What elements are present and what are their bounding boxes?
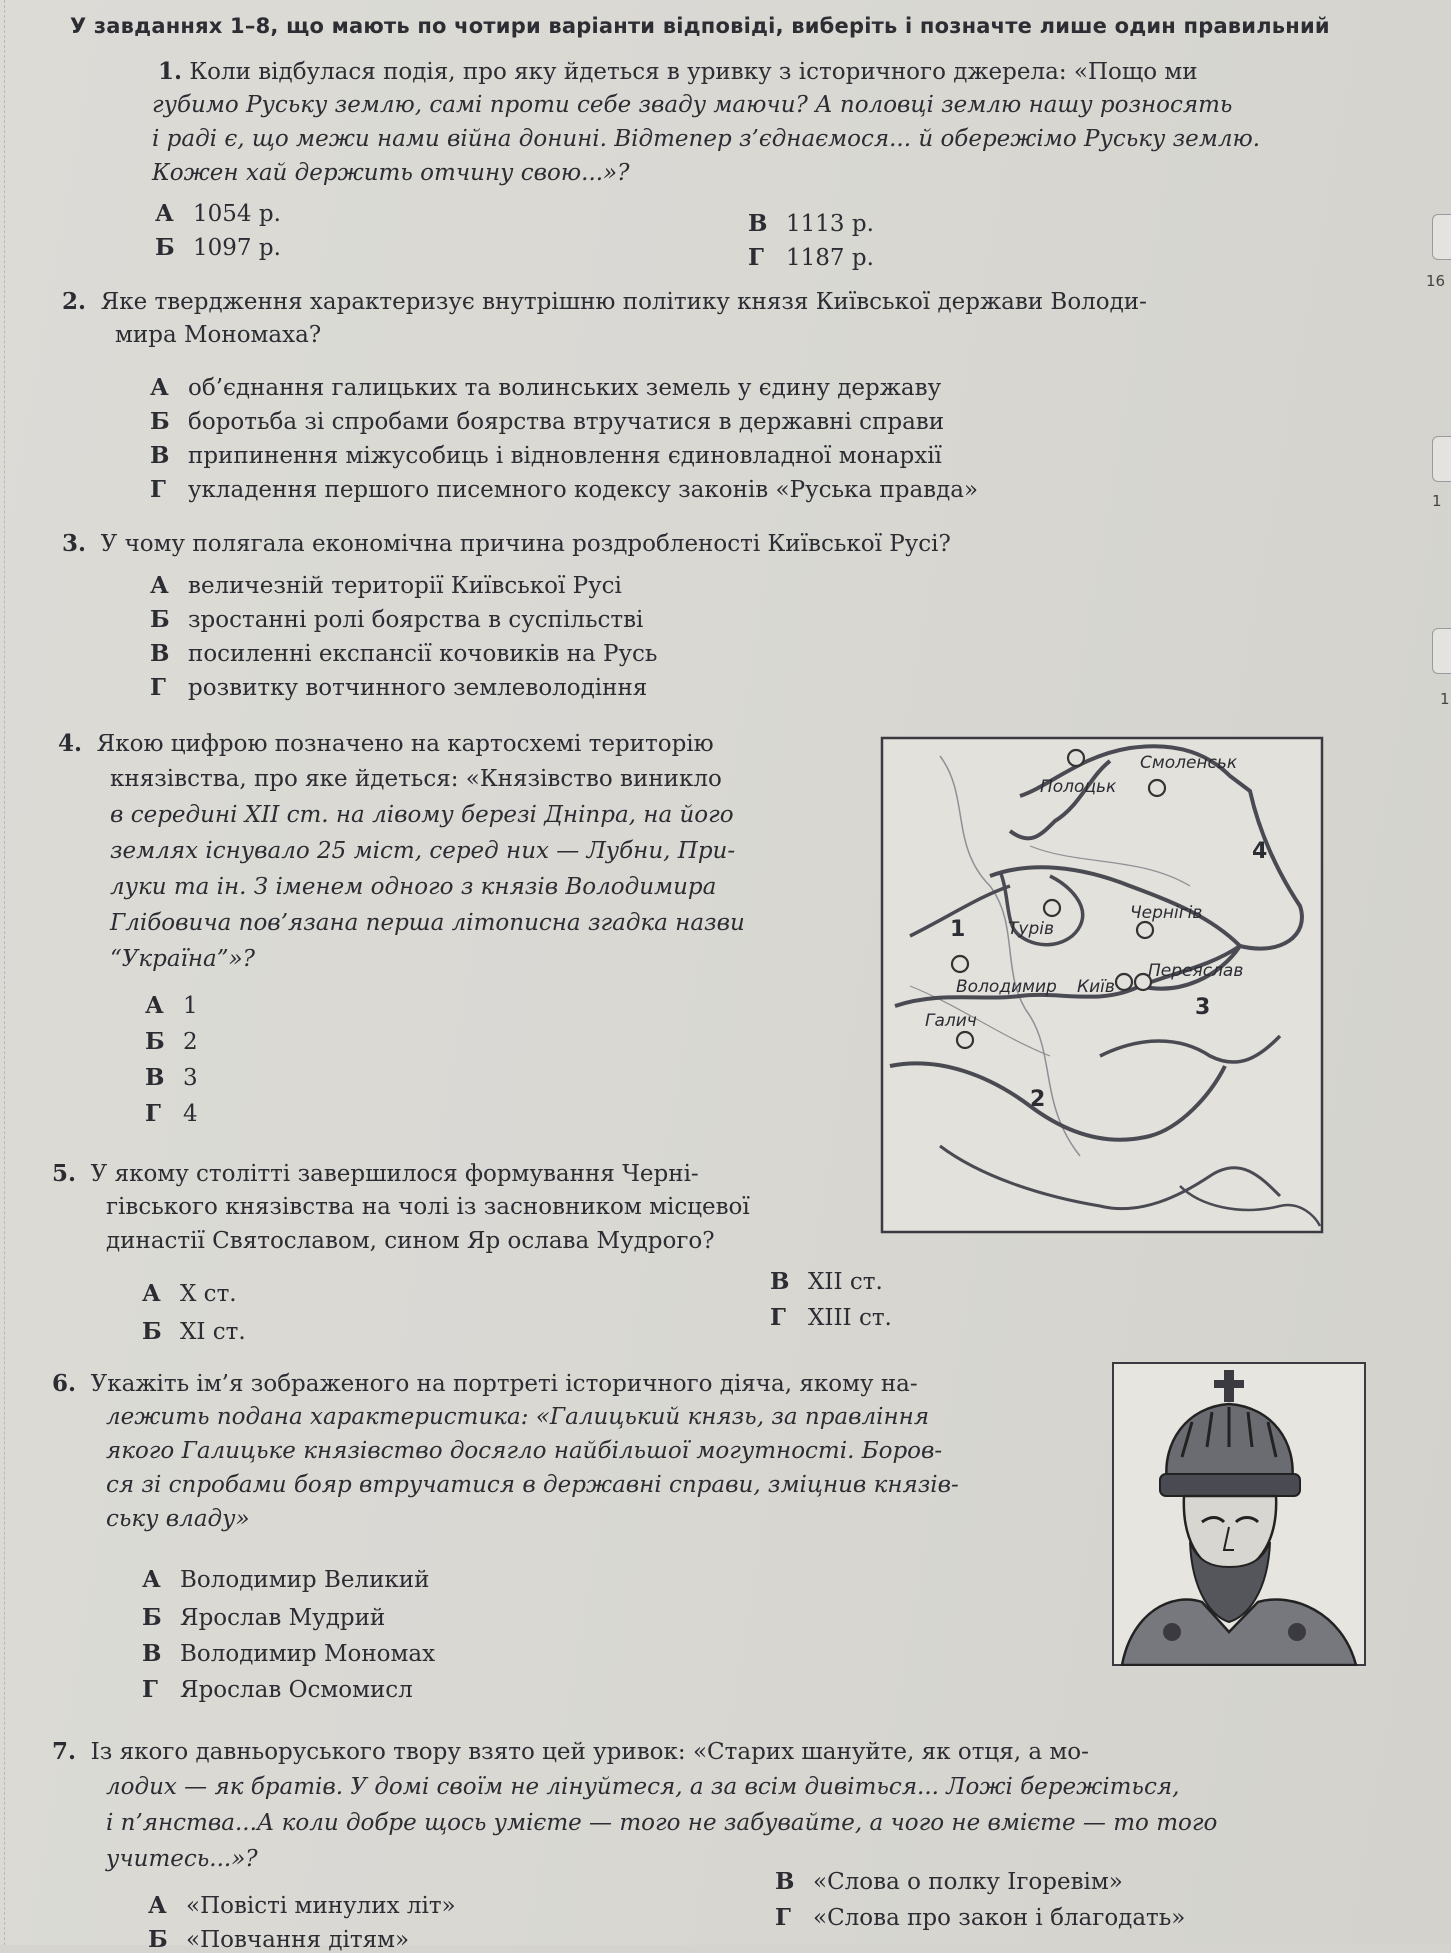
q6-line-5: ську владу»: [106, 1506, 250, 1532]
portrait-image: [1112, 1362, 1366, 1666]
q6-line-4: ся зі спробами бояр втручатися в державні справи, зміцнив князів-: [106, 1472, 959, 1498]
q1-option-a[interactable]: А 1054 р.: [155, 200, 281, 227]
q1-line-4: Кожен хай держить отчину свою...»?: [152, 160, 630, 186]
q7-line-1: 7. Із якого давньоруського твору взято цей уривок: «Старих шануйте, як отця, а мо-: [52, 1738, 1089, 1765]
q4-line-5: луки та ін. З іменем одного з князів Володимира: [110, 874, 717, 900]
q5-option-g[interactable]: Г XIII ст.: [770, 1304, 892, 1331]
map-scheme: [880, 736, 1325, 1236]
volodymyr-label: Володимир: [956, 977, 1057, 997]
answer-box-2[interactable]: [1432, 436, 1451, 482]
margin-number-2: 1: [1432, 492, 1442, 510]
volodymyr-marker: [952, 956, 968, 972]
q3-option-v[interactable]: В посиленні експансії кочовиків на Русь: [150, 640, 658, 667]
kyiv-marker: [1116, 974, 1132, 990]
q5-line-1: 5. У якому столітті завершилося формування Черні-: [52, 1160, 699, 1187]
region-4-label: 4: [1252, 839, 1268, 864]
q2-line-2: мира Мономаха?: [115, 322, 322, 348]
q6-option-g[interactable]: Г Ярослав Осмомисл: [142, 1676, 413, 1703]
q4-option-v[interactable]: В 3: [145, 1064, 198, 1091]
q5-option-a[interactable]: А X ст.: [142, 1280, 237, 1307]
q4-line-1: 4. Якою цифрою позначено на картосхемі територію: [58, 730, 714, 757]
q4-option-b[interactable]: Б 2: [145, 1028, 198, 1055]
q7-option-b[interactable]: Б «Повчання дітям»: [148, 1926, 410, 1953]
q6-option-v[interactable]: В Володимир Мономах: [142, 1640, 436, 1667]
turiv-marker: [1044, 900, 1060, 916]
q7-line-2: лодих — як братів. У домі своїм не лінуйтеся, а за всім дивіться... Ложі бережіться,: [106, 1774, 1180, 1800]
q4-line-2: князівства, про яке йдеться: «Князівство виникло: [110, 766, 722, 792]
q3-option-a[interactable]: А величезній території Київської Русі: [150, 572, 622, 599]
q6-line-2: лежить подана характеристика: «Галицький князь, за правління: [106, 1404, 930, 1430]
q1-option-g[interactable]: Г 1187 р.: [748, 244, 874, 271]
q1-option-v[interactable]: В 1113 р.: [748, 210, 874, 237]
q2-option-b[interactable]: Б боротьба зі спробами боярства втручатися в державні справи: [150, 408, 945, 435]
answer-box-3[interactable]: [1432, 628, 1451, 674]
q3-line-1: 3. У чому полягала економічна причина роздробленості Київської Русі?: [62, 530, 951, 557]
q4-line-3: в середині XII ст. на лівому березі Дніпра, на його: [110, 802, 734, 828]
q5-option-v[interactable]: В XII ст.: [770, 1268, 883, 1295]
q7-line-3: і п’янства...А коли добре щось умієте — того не забувайте, а чого не вмієте — то того: [106, 1810, 1218, 1836]
q6-option-b[interactable]: Б Ярослав Мудрий: [142, 1604, 386, 1631]
q2-option-v[interactable]: В припинення міжусобиць і відновлення єдиновладної монархії: [150, 442, 942, 469]
q3-option-b[interactable]: Б зростанні ролі боярства в суспільстві: [150, 606, 644, 633]
brooch-icon: [1288, 1623, 1306, 1641]
q4-line-6: Глібовича пов’язана перша літописна згадка назви: [110, 910, 745, 936]
q4-line-7: “Україна”»?: [110, 946, 255, 972]
halych-marker: [957, 1032, 973, 1048]
q5-option-b[interactable]: Б XI ст.: [142, 1318, 246, 1345]
crown-band: [1160, 1474, 1300, 1496]
q7-line-4: учитесь...»?: [106, 1846, 258, 1872]
brooch-icon: [1163, 1623, 1181, 1641]
q2-line-1: 2. Яке твердження характеризує внутрішню політику князя Київської держави Володи-: [62, 288, 1147, 315]
smolensk-label: Смоленськ: [1140, 753, 1238, 773]
q7-option-g[interactable]: Г «Слова про закон і благодать»: [775, 1904, 1186, 1931]
margin-number-1: 16: [1426, 272, 1446, 290]
q2-option-g[interactable]: Г укладення першого писемного кодексу законів «Руська правда»: [150, 476, 979, 503]
q6-line-1: 6. Укажіть ім’я зображеного на портреті історичного діяча, якому на-: [52, 1370, 918, 1397]
q6-option-a[interactable]: А Володимир Великий: [142, 1566, 430, 1593]
q7-option-a[interactable]: А «Повісті минулих літ»: [148, 1892, 456, 1919]
q1-line-3: і раді є, що межи нами війна донині. Відтепер з’єднаємося... й обережімо Руську землю.: [152, 126, 1261, 152]
smolensk-marker: [1149, 780, 1165, 796]
answer-box-1[interactable]: [1432, 214, 1451, 260]
q2-option-a[interactable]: А об’єднання галицьких та волинських земель у єдину державу: [150, 374, 942, 401]
instructions-header: У завданнях 1–8, що мають по чотири варіанти відповіді, виберіть і позначте лише один правильний: [70, 14, 1330, 38]
binding-dash: [4, 0, 5, 1945]
q4-option-a[interactable]: А 1: [145, 992, 198, 1019]
pereiaslav-label: Переяслав: [1148, 961, 1244, 981]
polotsk-marker: [1068, 750, 1084, 766]
polotsk-label: Полоцьк: [1040, 777, 1117, 797]
kyiv-label: Київ: [1077, 977, 1115, 997]
margin-number-3: 1: [1440, 690, 1450, 708]
q1-option-b[interactable]: Б 1097 р.: [155, 234, 281, 261]
chernihiv-marker: [1137, 922, 1153, 938]
chernihiv-label: Чернігів: [1130, 903, 1203, 923]
region-3-label: 3: [1195, 995, 1211, 1020]
q4-line-4: землях існувало 25 міст, серед них — Лубни, При-: [110, 838, 736, 864]
region-1-label: 1: [950, 917, 966, 942]
q7-option-v[interactable]: В «Слова о полку Ігоревім»: [775, 1868, 1123, 1895]
halych-label: Галич: [925, 1011, 977, 1031]
q6-line-3: якого Галицьке князівство досягло найбільшої могутності. Боров-: [106, 1438, 943, 1464]
q3-option-g[interactable]: Г розвитку вотчинного землеволодіння: [150, 674, 648, 701]
turiv-label: Турів: [1008, 919, 1054, 939]
q5-line-3: династії Святославом, сином Яр ослава Мудрого?: [106, 1228, 715, 1254]
q5-line-2: гівського князівства на чолі із засновником місцевої: [106, 1194, 750, 1220]
q1-line-2: губимо Руську землю, самі проти себе зваду маючи? А половці землю нашу розносять: [152, 92, 1233, 118]
region-2-label: 2: [1030, 1087, 1046, 1112]
q1-line-1: 1. Коли відбулася подія, про яку йдеться в уривку з історичного джерела: «Пощо ми: [158, 58, 1198, 85]
q4-option-g[interactable]: Г 4: [145, 1100, 198, 1127]
